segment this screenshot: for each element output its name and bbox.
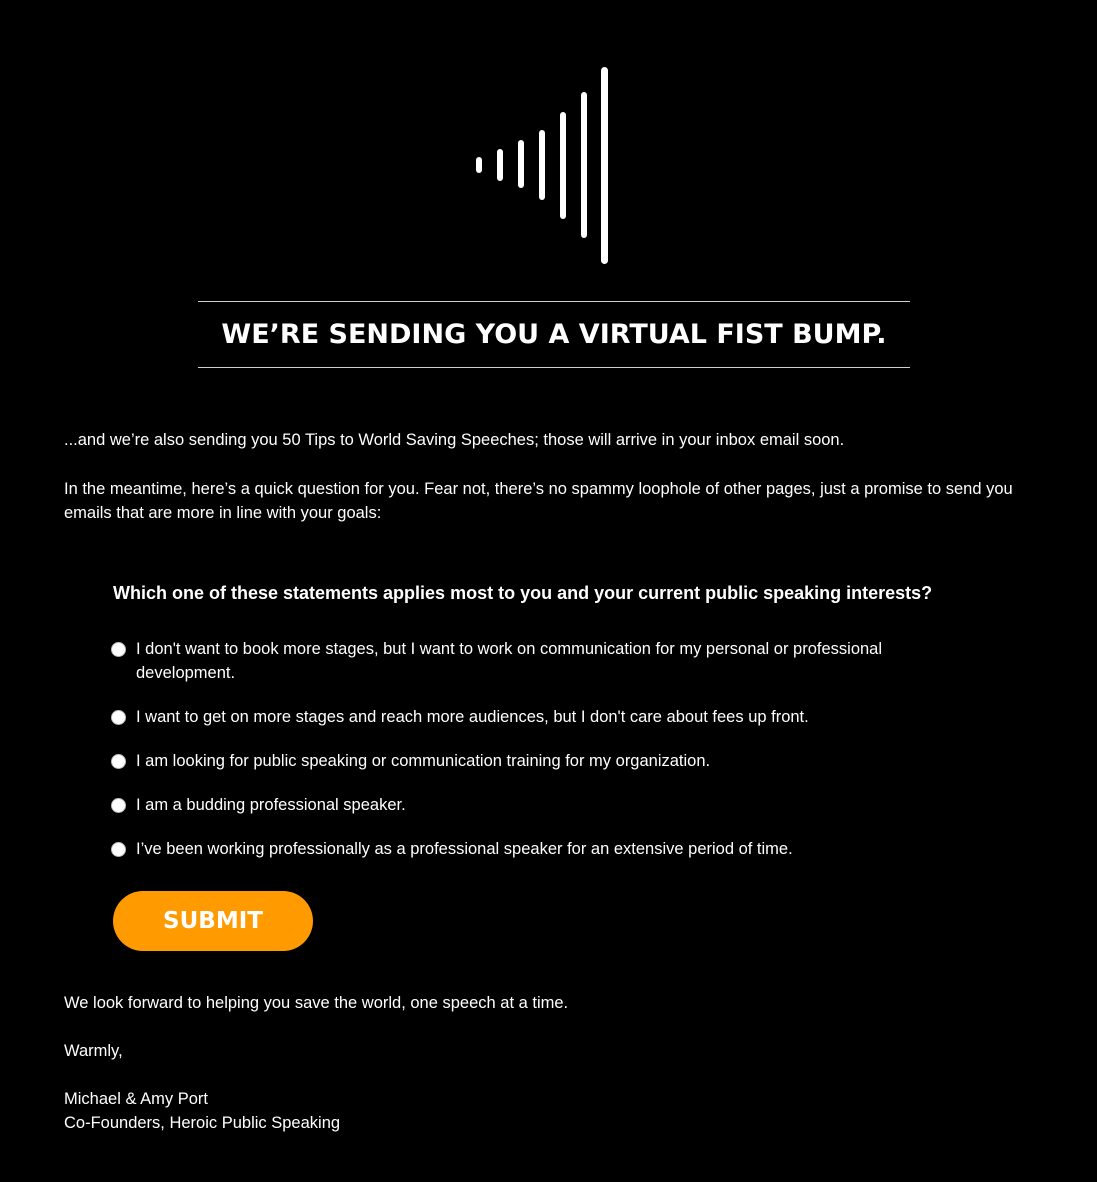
headline-divider-top (198, 301, 910, 302)
signoff-text: Warmly, (64, 1042, 123, 1060)
submit-button[interactable]: SUBMIT (113, 891, 313, 951)
survey-question: Which one of these statements applies most to you and your current public speaking interests? (113, 583, 933, 603)
survey-option[interactable] (111, 637, 991, 685)
survey-option[interactable] (111, 705, 991, 729)
survey-option-label: I am looking for public speaking or communication training for my organization. (136, 752, 711, 770)
survey-option-label: I’ve been working professionally as a professional speaker for an extensive period of time. (136, 840, 793, 858)
survey-option-label: I am a budding professional speaker. (136, 796, 406, 814)
survey-option[interactable] (111, 749, 991, 773)
radio-button[interactable] (111, 754, 126, 769)
sound-wave-icon (470, 62, 620, 272)
radio-button[interactable] (111, 798, 126, 813)
page-title: WE’RE SENDING YOU A VIRTUAL FIST BUMP. (221, 319, 887, 350)
radio-button[interactable] (111, 642, 126, 657)
survey-option[interactable] (111, 793, 991, 817)
signature-title: Co-Founders, Heroic Public Speaking (64, 1114, 341, 1132)
intro-text: ...and we’re also sending you 50 Tips to World Saving Speeches; those will arrive in your inbox email soon. (64, 431, 845, 449)
survey-option-label: I want to get on more stages and reach more audiences, but I don't care about fees up front. (136, 708, 809, 726)
headline-divider-bottom (198, 367, 910, 368)
signature-names: Michael & Amy Port (64, 1090, 208, 1108)
survey-option[interactable] (111, 837, 991, 861)
radio-button[interactable] (111, 842, 126, 857)
radio-button[interactable] (111, 710, 126, 725)
intro-question-text: In the meantime, here’s a quick question for you. Fear not, there’s no spammy loophole of other pages, just a promise to send you emails that are more in line with your goals: (64, 480, 1013, 522)
survey-option-label: I don't want to book more stages, but I want to work on communication for my personal or professional development. (136, 640, 883, 682)
closing-text: We look forward to helping you save the world, one speech at a time. (64, 994, 569, 1012)
